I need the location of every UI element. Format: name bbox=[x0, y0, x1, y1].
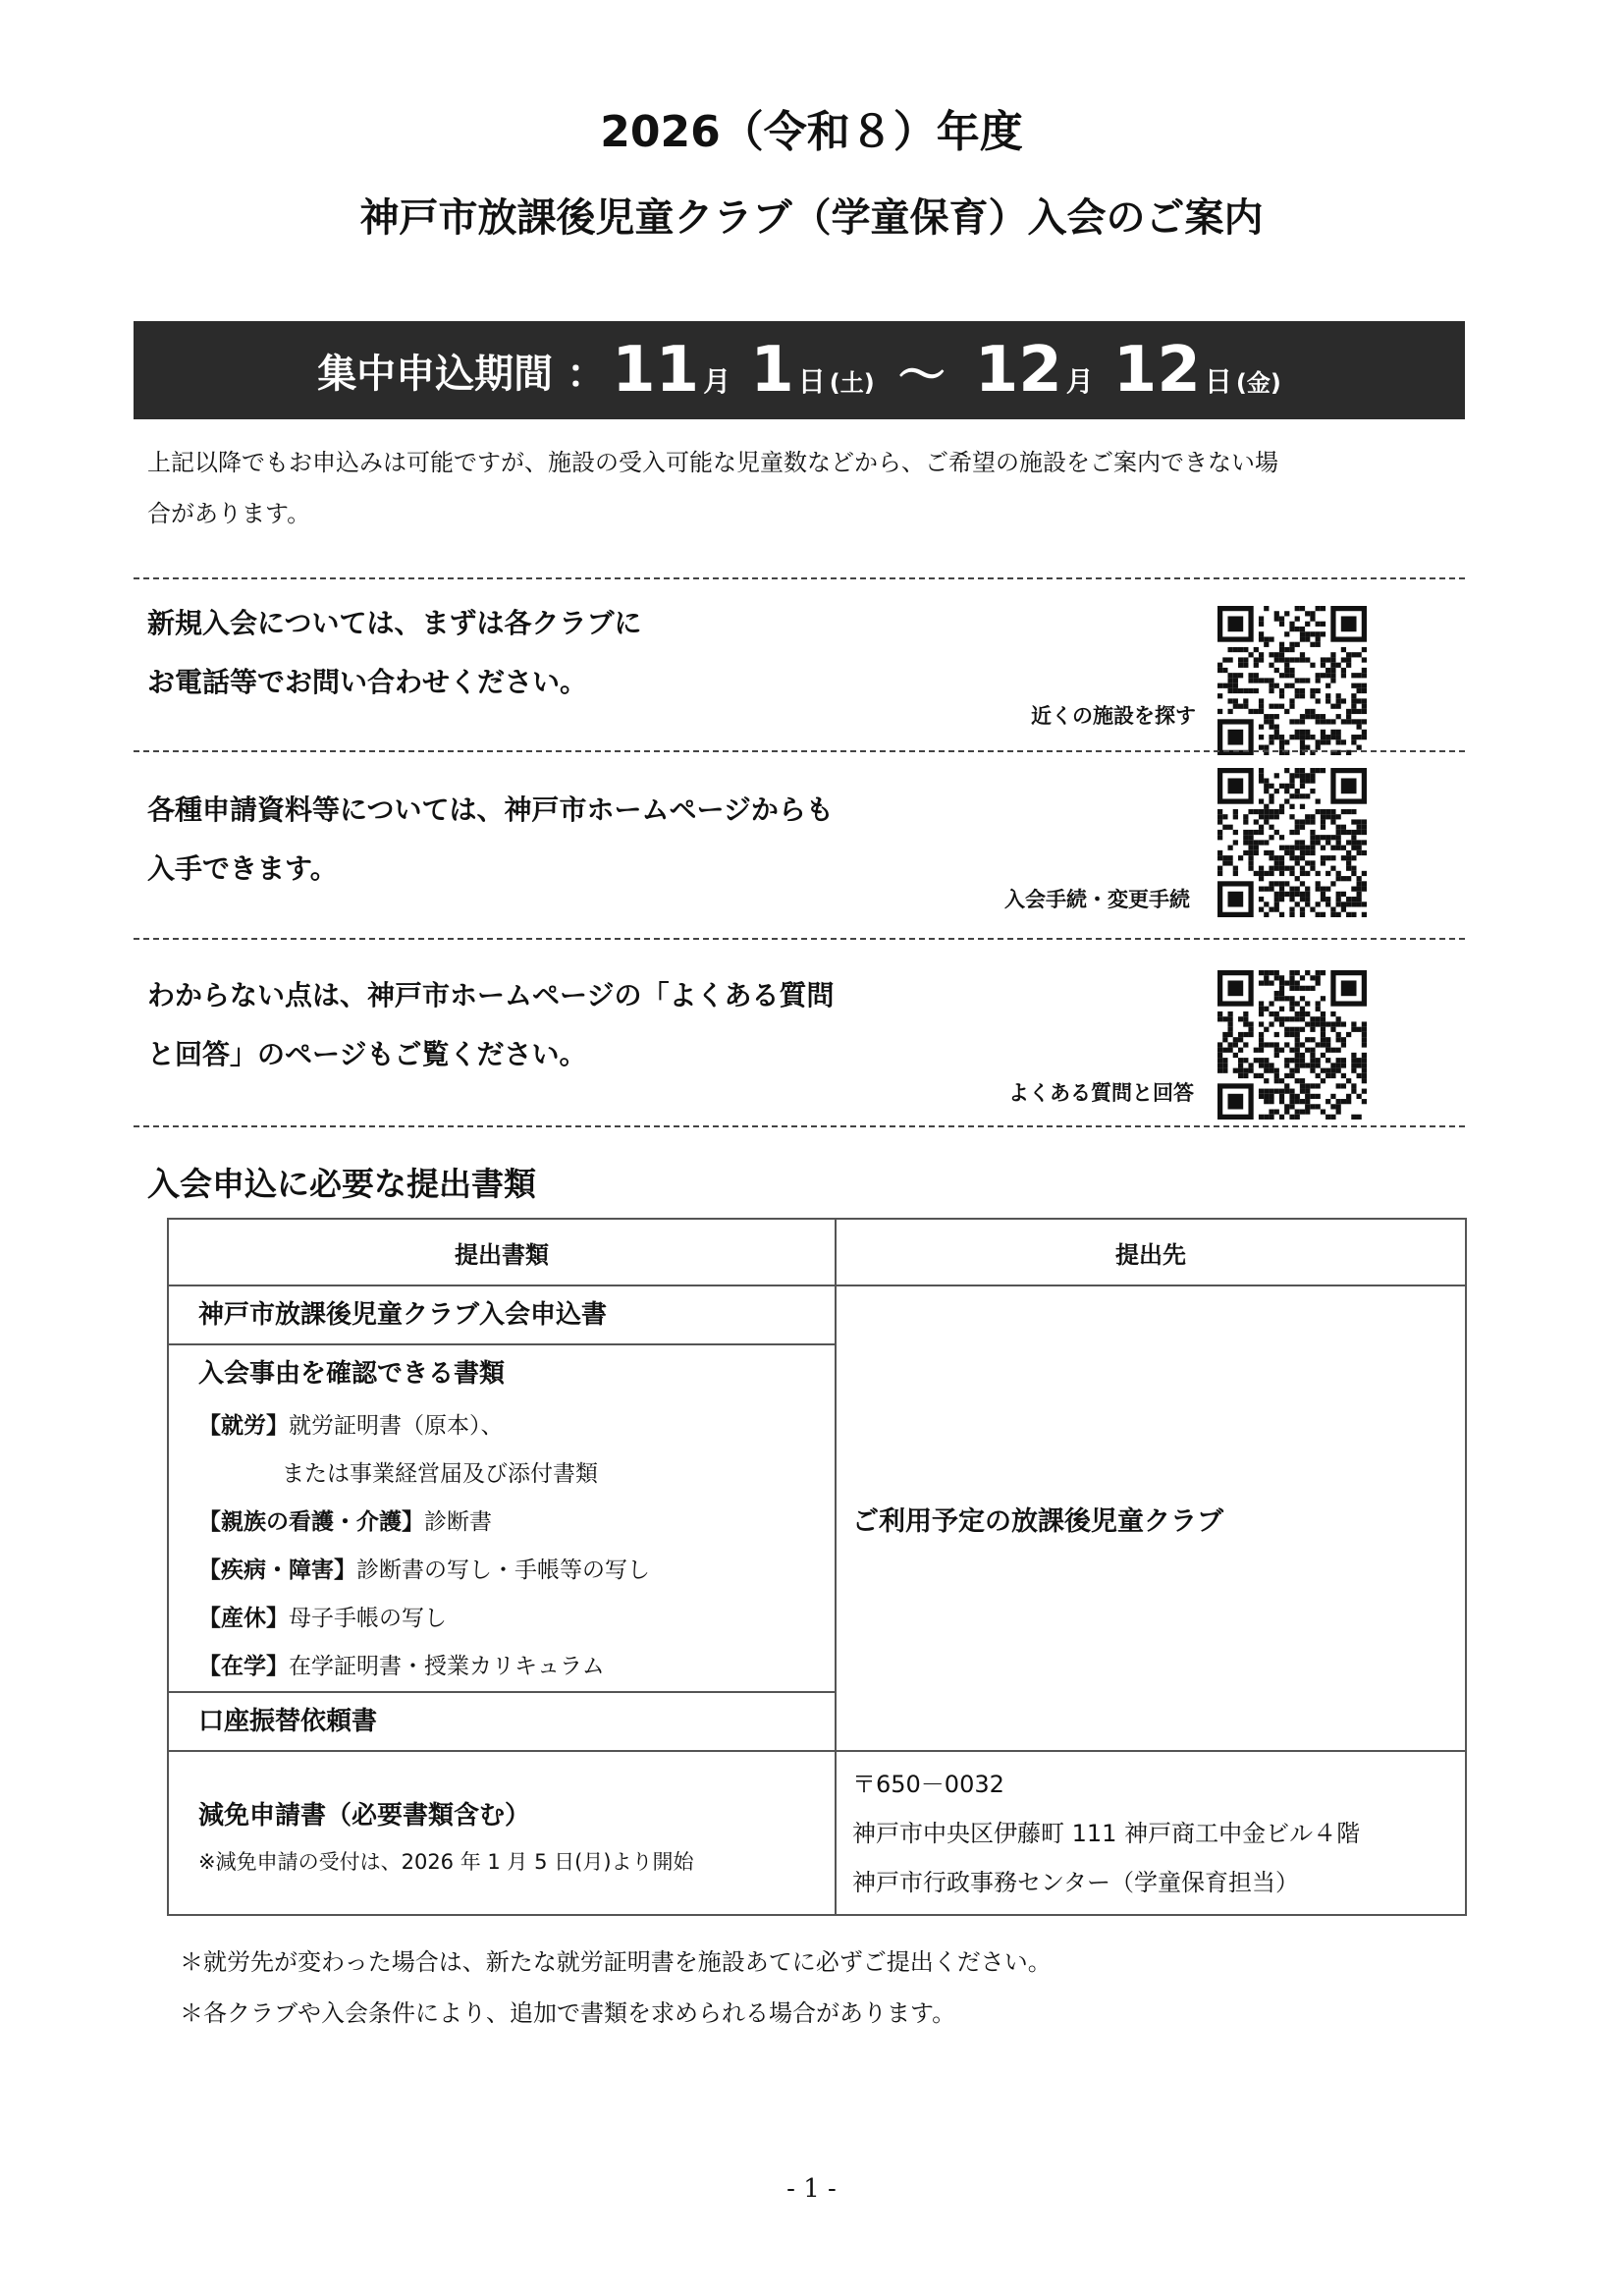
reason-line-work bbox=[198, 1402, 835, 1450]
table-row bbox=[168, 1751, 836, 1915]
day-unit: 日 bbox=[1204, 365, 1232, 398]
month-unit: 月 bbox=[1065, 365, 1094, 398]
divider bbox=[134, 577, 1465, 579]
reason-tag: 【疾病・障害】 bbox=[198, 1558, 356, 1583]
qr-code-icon[interactable] bbox=[1217, 768, 1367, 917]
destination-club: ご利用予定の放課後児童クラブ bbox=[852, 1505, 1223, 1537]
start-day: 1 bbox=[750, 334, 794, 407]
qr-caption: 近くの施設を探す bbox=[1031, 704, 1196, 728]
reason-text: または事業経営届及び添付書類 bbox=[282, 1461, 598, 1487]
reduction-application-label: 減免申請書（必要書類含む） bbox=[198, 1800, 531, 1831]
info-line: 新規入会については、まずは各クラブに bbox=[147, 607, 642, 639]
divider bbox=[134, 750, 1465, 752]
period-note-line1: 上記以降でもお申込みは可能ですが、施設の受入可能な児童数などから、ご希望の施設をご案内できない場 bbox=[147, 449, 1278, 476]
period-note-line2: 合があります。 bbox=[147, 500, 311, 527]
column-header-documents: 提出書類 bbox=[168, 1219, 836, 1285]
info-block-faq bbox=[147, 966, 834, 1084]
page-number: - 1 - bbox=[786, 2174, 837, 2204]
reason-text: 在学証明書・授業カリキュラム bbox=[289, 1654, 605, 1679]
info-line: 入手できます。 bbox=[147, 852, 338, 885]
address-cell bbox=[836, 1751, 1466, 1915]
reason-line-student bbox=[198, 1643, 835, 1691]
reason-line-maternity bbox=[198, 1595, 835, 1643]
office-name: 神戸市行政事務センター（学童保育担当） bbox=[852, 1868, 1300, 1896]
info-line: お電話等でお問い合わせください。 bbox=[147, 666, 588, 698]
end-weekday: (金) bbox=[1235, 368, 1281, 397]
table-row bbox=[168, 1344, 836, 1692]
day-unit: 日 bbox=[797, 365, 826, 398]
address-line: 神戸市中央区伊藤町 111 神戸商工中金ビル４階 bbox=[852, 1819, 1361, 1847]
start-weekday: (土) bbox=[829, 368, 875, 397]
reason-line-care bbox=[198, 1499, 835, 1547]
year-title: 2026（令和８）年度 bbox=[600, 107, 1023, 157]
month-unit: 月 bbox=[703, 365, 731, 398]
reason-line-illness bbox=[198, 1547, 835, 1595]
reason-tag: 【在学】 bbox=[198, 1654, 289, 1679]
qr-caption: 入会手続・変更手続 bbox=[1004, 888, 1190, 911]
info-block-documents bbox=[147, 781, 834, 899]
qr-code-icon[interactable] bbox=[1217, 606, 1367, 755]
period-note bbox=[147, 437, 1468, 539]
reason-text: 診断書 bbox=[424, 1509, 492, 1535]
info-line: わからない点は、神戸市ホームページの「よくある質問 bbox=[147, 979, 835, 1011]
period-tilde: ～ bbox=[897, 347, 946, 403]
footnote: ＊各クラブや入会条件により、追加で書類を求められる場合があります。 bbox=[180, 1999, 956, 2027]
start-month: 11 bbox=[612, 334, 700, 407]
reason-tag: 【産休】 bbox=[198, 1606, 289, 1631]
reason-text: 母子手帳の写し bbox=[289, 1606, 447, 1631]
divider bbox=[134, 938, 1465, 940]
info-line: と回答」のページもご覧ください。 bbox=[147, 1038, 587, 1070]
page-title: 神戸市放課後児童クラブ（学童保育）入会のご案内 bbox=[359, 195, 1264, 241]
end-day: 12 bbox=[1112, 334, 1201, 407]
reason-documents-title: 入会事由を確認できる書類 bbox=[198, 1359, 506, 1389]
info-line: 各種申請資料等については、神戸市ホームページからも bbox=[147, 793, 834, 826]
divider bbox=[134, 1125, 1465, 1127]
required-documents-table bbox=[167, 1218, 1467, 1916]
reason-text: 就労証明書（原本）、 bbox=[289, 1413, 504, 1439]
period-label: 集中申込期間 ： bbox=[317, 351, 607, 397]
reason-tag: 【就労】 bbox=[198, 1413, 289, 1439]
reduction-note: ※減免申請の受付は、2026 年 1 月 5 日(月)より開始 bbox=[198, 1849, 694, 1874]
postal-code: 〒650－0032 bbox=[852, 1770, 1004, 1798]
destination-club-cell bbox=[836, 1285, 1466, 1751]
column-header-destination: 提出先 bbox=[836, 1219, 1466, 1285]
section-heading: 入会申込に必要な提出書類 bbox=[147, 1165, 536, 1203]
table-row bbox=[168, 1692, 836, 1751]
end-month: 12 bbox=[974, 334, 1062, 407]
reason-tag: 【親族の看護・介護】 bbox=[198, 1509, 424, 1535]
footnote: ＊就労先が変わった場合は、新たな就労証明書を施設あてに必ずご提出ください。 bbox=[180, 1948, 1052, 1976]
application-period-banner bbox=[134, 321, 1465, 419]
table-row bbox=[168, 1285, 836, 1344]
reason-text: 診断書の写し・手帳等の写し bbox=[356, 1558, 650, 1583]
reason-line-work-alt bbox=[198, 1450, 835, 1499]
qr-code-icon[interactable] bbox=[1217, 970, 1367, 1120]
qr-caption: よくある質問と回答 bbox=[1008, 1081, 1194, 1105]
bank-transfer-form-label: 口座振替依頼書 bbox=[198, 1707, 378, 1736]
info-block-new-enrollment bbox=[147, 594, 641, 712]
application-form-label: 神戸市放課後児童クラブ入会申込書 bbox=[198, 1300, 608, 1330]
